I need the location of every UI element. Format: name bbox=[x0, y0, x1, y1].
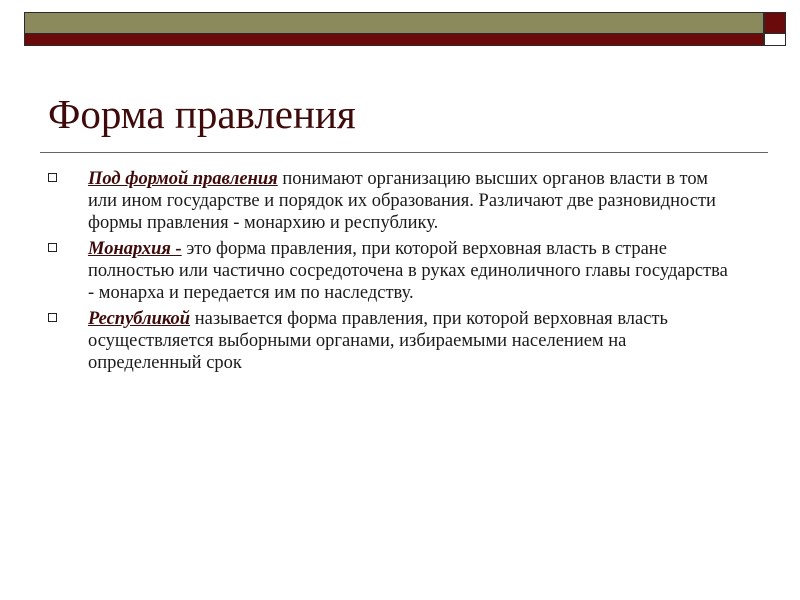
header-red-square bbox=[764, 12, 786, 34]
bullet-text: это форма правления, при которой верховная власть в стране полностью или частично сосредоточена в руках единоличного главы государства - монарха и передается им по наследству. bbox=[88, 239, 728, 303]
bullet-term: Республикой bbox=[88, 309, 191, 329]
bullet-item-monarchy bbox=[46, 238, 736, 304]
square-bullet-icon bbox=[48, 173, 57, 182]
square-bullet-icon bbox=[48, 243, 57, 252]
bullet-term: Монархия - bbox=[88, 239, 182, 259]
slide-title: Форма правления bbox=[48, 91, 356, 137]
title-underline-rule bbox=[40, 152, 768, 153]
bullet-text: называется форма правления, при которой верховная власть осуществляется выборными органами, избираемыми населением на определенный срок bbox=[88, 309, 668, 373]
bullet-item-republic bbox=[46, 308, 736, 374]
square-bullet-icon bbox=[48, 313, 57, 322]
header-white-square bbox=[764, 34, 786, 46]
bullet-text: понимают организацию высших органов власти в том или ином государстве и порядок их образования. Различают две разновидности формы правления - монархию и республику. bbox=[88, 169, 716, 233]
bullet-list bbox=[46, 168, 736, 378]
header-dark-red-bar bbox=[24, 34, 764, 46]
bullet-item-form-of-government bbox=[46, 168, 736, 234]
bullet-term: Под формой правления bbox=[88, 169, 278, 189]
header-olive-bar bbox=[24, 12, 764, 34]
